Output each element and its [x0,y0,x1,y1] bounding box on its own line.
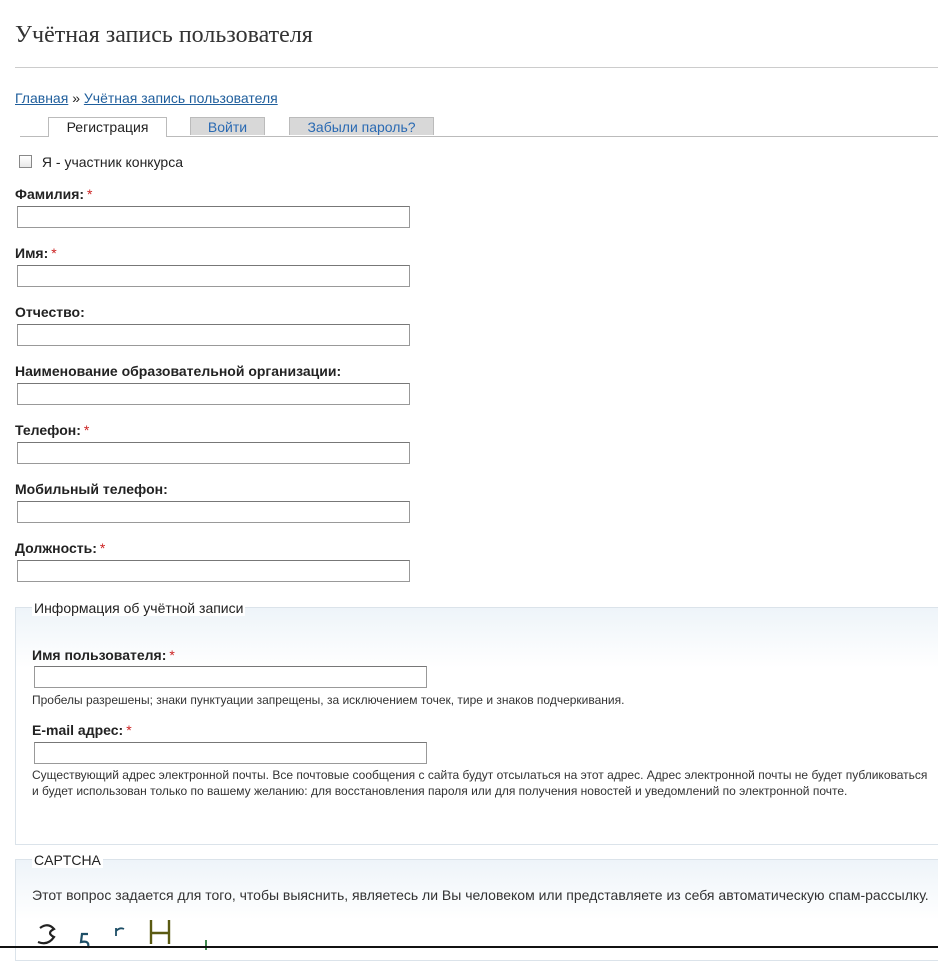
required-marker: * [83,422,90,438]
name-label: Имя: * [15,245,57,261]
position-input[interactable] [17,560,410,582]
email-input[interactable] [34,742,427,764]
captcha-description: Этот вопрос задается для того, чтобы выяснить, являетесь ли Вы человеком или представляете из себя автоматическую спам-рассылку. [32,887,929,903]
organization-input[interactable] [17,383,410,405]
email-description: Существующий адрес электронной почты. Все почтовые сообщения с сайта будут отсылаться на этот адрес. Адрес электронной почты не будет публиковаться и будет использован только по вашему желанию: для восстановления пароля или для получения новостей и уведомлений по электронной почте. [32,768,928,798]
surname-input[interactable] [17,206,410,228]
account-info-legend: Информация об учётной записи [34,600,244,616]
captcha-legend: CAPTCHA [34,852,101,868]
username-description: Пробелы разрешены; знаки пунктуации запрещены, за исключением точек, тире и знаков подчеркивания. [32,693,625,707]
phone-input[interactable] [17,442,410,464]
position-label: Должность: * [15,540,106,556]
tab-forgot-password[interactable]: Забыли пароль? [289,117,434,135]
breadcrumb-separator: » [72,90,80,106]
patronymic-label: Отчество: [15,304,85,320]
required-marker: * [87,186,93,202]
breadcrumb-home-link[interactable]: Главная [15,90,69,106]
name-input[interactable] [17,265,410,287]
account-info-fieldset [15,600,938,845]
tab-bar [20,117,938,137]
required-marker: * [51,245,57,261]
tab-register[interactable]: Регистрация [48,117,167,137]
email-label: E-mail адрес: * [32,722,132,738]
title-divider [15,67,938,68]
required-marker: * [169,647,175,663]
mobile-phone-label: Мобильный телефон: [15,481,168,497]
surname-label: Фамилия: * [15,186,93,202]
page-title: Учётная запись пользователя [15,22,313,48]
contest-participant-label: Я - участник конкурса [41,154,183,170]
tab-login[interactable]: Войти [190,117,265,135]
breadcrumb [15,90,278,106]
contest-participant-checkbox[interactable] [19,155,32,168]
required-marker: * [99,540,106,556]
required-marker: * [126,722,132,738]
contest-participant-row [19,154,183,170]
bottom-border [0,946,938,948]
mobile-phone-input[interactable] [17,501,410,523]
organization-label: Наименование образовательной организации: [15,363,342,379]
phone-label: Телефон: * [15,422,90,438]
username-input[interactable] [34,666,427,688]
username-label: Имя пользователя: * [32,647,175,663]
breadcrumb-current-link[interactable]: Учётная запись пользователя [83,90,278,106]
patronymic-input[interactable] [17,324,410,346]
